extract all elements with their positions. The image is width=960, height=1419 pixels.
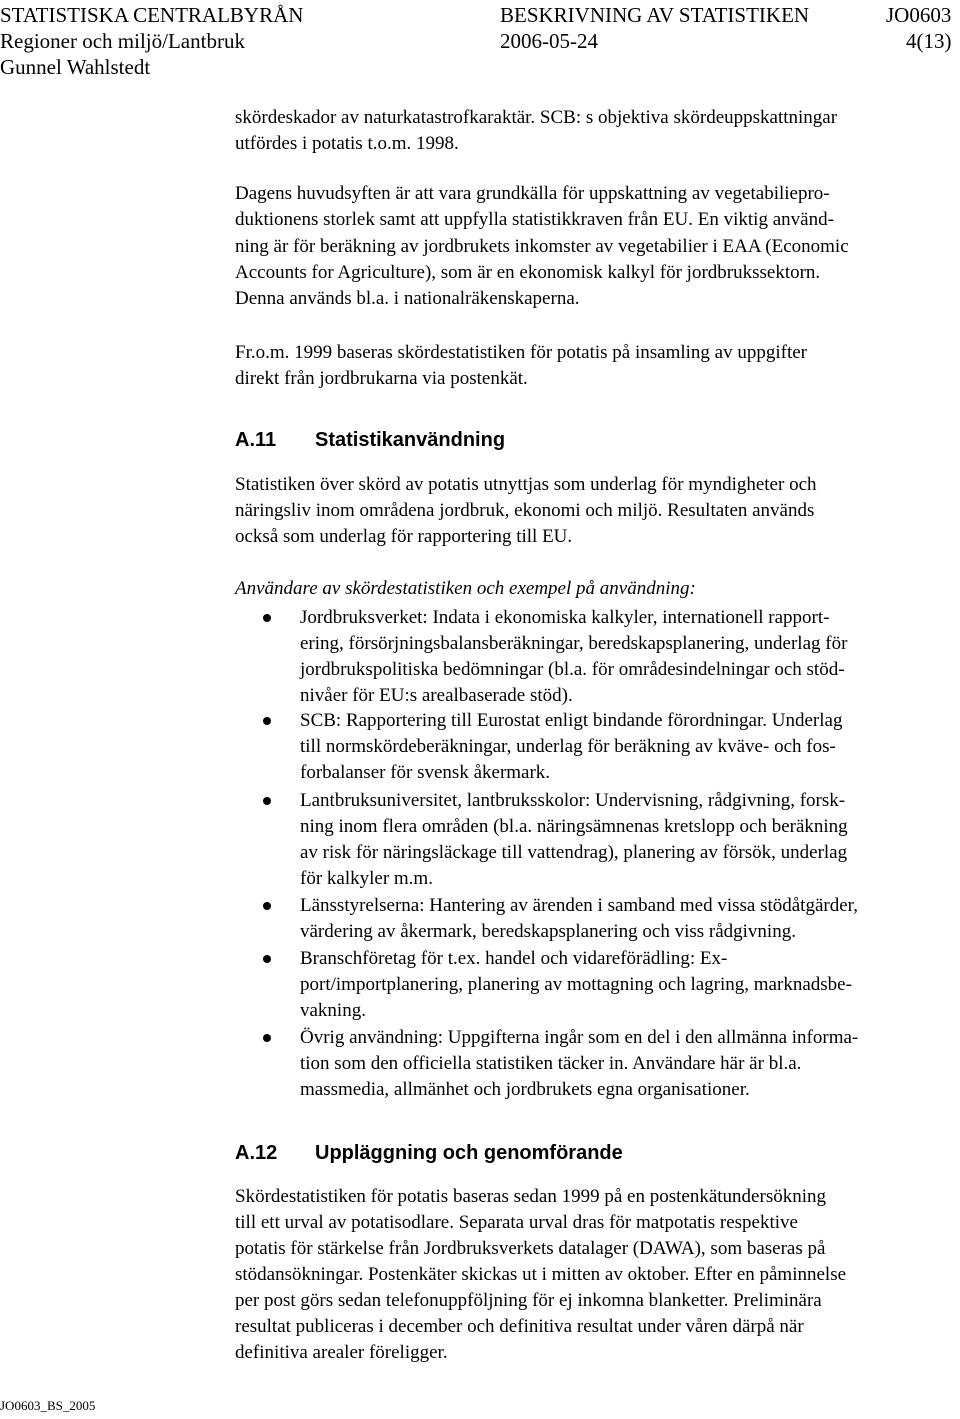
department: Regioner och miljö/Lantbruk [0, 29, 245, 53]
text-line: ering, försörjningsbalansberäkningar, beredskapsplanering, underlag för [300, 633, 848, 654]
text-line: av risk för näringsläckage till vattendrag), planering av försök, underlag [300, 842, 848, 863]
section-title: Uppläggning och genomförande [315, 1142, 623, 1164]
text-line: potatis för stärkelse från Jordbruksverkets datalager (DAWA), som baseras på [235, 1238, 826, 1259]
text-line: vakning. [300, 1000, 366, 1021]
bullet-icon [263, 717, 271, 725]
text-line: massmedia, allmänhet och jordbrukets egna organisationer. [300, 1079, 750, 1100]
text-line: Accounts for Agriculture), som är en ekonomisk kalkyl för jordbrukssektorn. [235, 262, 821, 283]
section-number: A.11 [235, 429, 277, 451]
bullet-icon [263, 797, 271, 805]
text-line: Fr.o.m. 1999 baseras skördestatistiken för potatis på insamling av uppgifter [235, 342, 808, 363]
text-line: näringsliv inom områdena jordbruk, ekonomi och miljö. Resultaten används [235, 500, 815, 521]
text-line: resultat publiceras i december och definitiva resultat under våren därpå när [235, 1316, 804, 1337]
text-line: för kalkyler m.m. [300, 868, 433, 889]
text-line: till ett urval av potatisodlare. Separata urval dras för matpotatis respektive [235, 1212, 798, 1233]
text-line: forbalanser för svensk åkermark. [300, 762, 551, 783]
page-number: 4(13) [906, 29, 952, 53]
text-line: direkt från jordbrukarna via postenkät. [235, 368, 528, 389]
text-line: ning är för beräkning av jordbrukets inkomster av vegetabilier i EAA (Economic [235, 236, 849, 257]
text-line: utfördes i potatis t.o.m. 1998. [235, 133, 459, 154]
text-line: skördeskador av naturkatastrofkaraktär. SCB: s objektiva skördeuppskattningar [235, 107, 838, 128]
text-line: Jordbruksverket: Indata i ekonomiska kalkyler, internationell rapport- [300, 607, 830, 628]
bullet-icon [263, 902, 271, 910]
text-line: Lantbruksuniversitet, lantbruksskolor: Undervisning, rådgivning, forsk- [300, 790, 846, 811]
footer-code: JO0603_BS_2005 [0, 1398, 96, 1413]
text-line: till normskördeberäkningar, underlag för beräkning av kväve- och fos- [300, 736, 836, 757]
text-line: Dagens huvudsyften är att vara grundkälla för uppskattning av vegetabiliepro- [235, 183, 830, 204]
bullet-icon [263, 614, 271, 622]
text-line: också som underlag för rapportering till EU. [235, 526, 573, 547]
text-line: Skördestatistiken för potatis baseras sedan 1999 på en postenkätundersökning [235, 1186, 826, 1207]
text-line: port/importplanering, planering av mottagning och lagring, marknadsbe- [300, 974, 852, 995]
text-line: tion som den officiella statistiken täcker in. Användare här är bl.a. [300, 1053, 802, 1074]
text-line: Övrig användning: Uppgifterna ingår som en del i den allmänna informa- [300, 1027, 859, 1048]
doc-code: JO0603 [886, 3, 952, 27]
bullet-icon [263, 955, 271, 963]
text-line: duktionens storlek samt att uppfylla statistikkraven från EU. En viktig använd- [235, 209, 834, 230]
text-line: definitiva arealer föreligger. [235, 1342, 448, 1363]
bullet-icon [263, 1034, 271, 1042]
text-line: Statistiken över skörd av potatis utnyttjas som underlag för myndigheter och [235, 474, 817, 495]
doc-date: 2006-05-24 [500, 29, 598, 53]
text-line: ning inom flera områden (bl.a. näringsämnenas kretslopp och beräkning [300, 816, 848, 837]
text-line: stödansökningar. Postenkäter skickas ut i mitten av oktober. Efter en påminnelse [235, 1264, 847, 1285]
text-line: nivåer för EU:s arealbaserade stöd). [300, 685, 573, 706]
text-line: jordbrukspolitiska bedömningar (bl.a. för områdesindelningar och stöd- [300, 659, 845, 680]
doc-type: BESKRIVNING AV STATISTIKEN [500, 3, 810, 27]
text-line: Länsstyrelserna: Hantering av ärenden i samband med vissa stödåtgärder, [300, 895, 858, 916]
text-line: värdering av åkermark, beredskapsplanering och viss rådgivning. [300, 921, 796, 942]
text-line: Branschföretag för t.ex. handel och vidareförädling: Ex- [300, 948, 728, 969]
section-title: Statistikanvändning [315, 429, 506, 451]
text-line: Denna används bl.a. i nationalräkenskaperna. [235, 288, 580, 309]
text-line: SCB: Rapportering till Eurostat enligt bindande förordningar. Underlag [300, 710, 843, 731]
section-number: A.12 [235, 1142, 278, 1164]
org-name: STATISTISKA CENTRALBYRÅN [0, 3, 304, 27]
text-line: per post görs sedan telefonuppföljning för ej inkomna blanketter. Preliminära [235, 1290, 822, 1311]
author: Gunnel Wahlstedt [0, 55, 151, 79]
users-heading: Användare av skördestatistiken och exempel på användning: [235, 578, 696, 599]
